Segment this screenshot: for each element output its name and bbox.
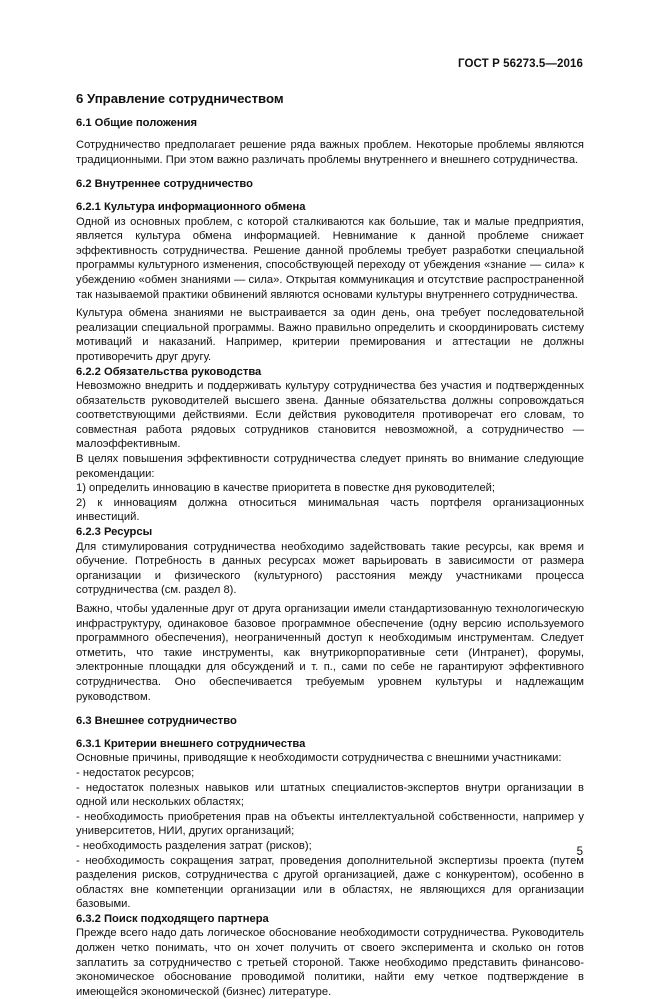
- section-6-3-title: 6.3 Внешнее сотрудничество: [76, 715, 237, 728]
- paragraph: Культура обмена знаниями не выстраивается за один день, она требует последовательной реализации специальной программы. Важно правильно определить и скоординировать систему мотиваций и наказаний. Например, критерии премирования и аттестации не должны противоречить друг другу.: [76, 307, 584, 363]
- page-number: 5: [576, 846, 583, 858]
- section-6-title: 6 Управление сотрудничеством: [76, 91, 284, 106]
- paragraph: Сотрудничество предполагает решение ряда важных проблем. Некоторые проблемы являются традиционными. При этом важно различать проблемы внутреннего и внешнего сотрудничества.: [76, 139, 584, 166]
- paragraph: Невозможно внедрить и поддерживать культуру сотрудничества без участия и подтвержденных обязательств руководителей высшего звена. Данные обязательства должны сопровождаться соответствующими действиями. Если действия руководителя противоречат его словам, то совместная работа рядовых сотрудников становится невозможной, а сотрудничество — малоэффективным.: [76, 380, 584, 451]
- document-code: ГОСТ Р 56273.5—2016: [458, 58, 583, 70]
- paragraph: Важно, чтобы удаленные друг от друга организации имели стандартизованную технологическую инфраструктуру, одинаковое базовое программное обеспечение (одну версию используемого программного обеспечения), неограниченный доступ к необходимым инструментам. Следует отметить, что такие инструменты, как внутрикорпоративные сети (Интранет), форумы, электронные площадки для обсуждений и т. п., сами по себе не гарантируют эффективного сотрудничества. Оно обеспечивается требуемым уровнем культуры и надлежащим руководством.: [76, 603, 584, 703]
- section-6-1-title: 6.1 Общие положения: [76, 116, 198, 129]
- section-6-3-1-title: 6.3.1 Критерии внешнего сотрудничества: [76, 737, 306, 750]
- list-item: - необходимость сокращения затрат, проведения дополнительной экспертизы проекта (путем разделения рисков, сотрудничества с другой организацией, даже с конкурентом), особенно в областях вне компетенции организации или в областях, не являющихся для организации базовыми.: [76, 854, 584, 911]
- section-6-2-3-title: 6.2.3 Ресурсы: [76, 526, 153, 539]
- list-item: - необходимость приобретения прав на объекты интеллектуальной собственности, например у университетов, НИИ, других организаций;: [76, 810, 584, 838]
- paragraph: Одной из основных проблем, с которой сталкиваются как большие, так и малые предприятия, является культура обмена информацией. Невнимание к данной проблеме снижает эффективность сотрудничества. Решение данной проблемы требует разработки специальной программы культурного изменения, способствующей переходу от убеждения «знание — сила» к убеждению «обмен знаниями — сила». Открытая коммуникация и отсутствие распространенной так называемой практики обвинений являются основами культуры внутреннего сотрудничества.: [76, 215, 584, 301]
- paragraph: В целях повышения эффективности сотрудничества следует принять во внимание следующие рекомендации:: [76, 453, 584, 480]
- paragraph: Основные причины, приводящие к необходимости сотрудничества с внешними участниками:: [76, 752, 562, 765]
- main-content: [76, 92, 584, 999]
- paragraph: Прежде всего надо дать логическое обоснование необходимости сотрудничества. Руководитель должен четко понимать, что он хочет получить от своего эксперимента и сколько он готов заплатить за сотрудничество с третьей стороной. Также необходимо представить финансово-экономическое обоснование проводимой политики, найти ему четкое подтверждение в имеющейся экономической (бизнес) литературе.: [76, 927, 584, 998]
- list-item: - недостаток полезных навыков или штатных специалистов-экспертов внутри организации в одной или нескольких областях;: [76, 781, 584, 809]
- list-item: 1) определить инновацию в качестве приоритета в повестке дня руководителей;: [76, 482, 496, 495]
- section-6-2-title: 6.2 Внутреннее сотрудничество: [76, 178, 253, 191]
- list-item: - недостаток ресурсов;: [76, 766, 195, 779]
- section-6-2-2-title: 6.2.2 Обязательства руководства: [76, 365, 262, 378]
- section-6-2-1-title: 6.2.1 Культура информационного обмена: [76, 200, 306, 213]
- section-6-3-2-title: 6.3.2 Поиск подходящего партнера: [76, 912, 269, 925]
- list-item: - необходимость разделения затрат (рисков);: [76, 839, 312, 852]
- list-item: 2) к инновациям должна относиться минимальная часть портфеля организационных инвестиций.: [76, 496, 584, 524]
- paragraph: Для стимулирования сотрудничества необходимо задействовать такие ресурсы, как время и обучение. Потребность в данных ресурсах может варьировать в зависимости от размера организации и физического (культурного) расстояния между участниками процесса сотрудничества (см. раздел 8).: [76, 540, 584, 597]
